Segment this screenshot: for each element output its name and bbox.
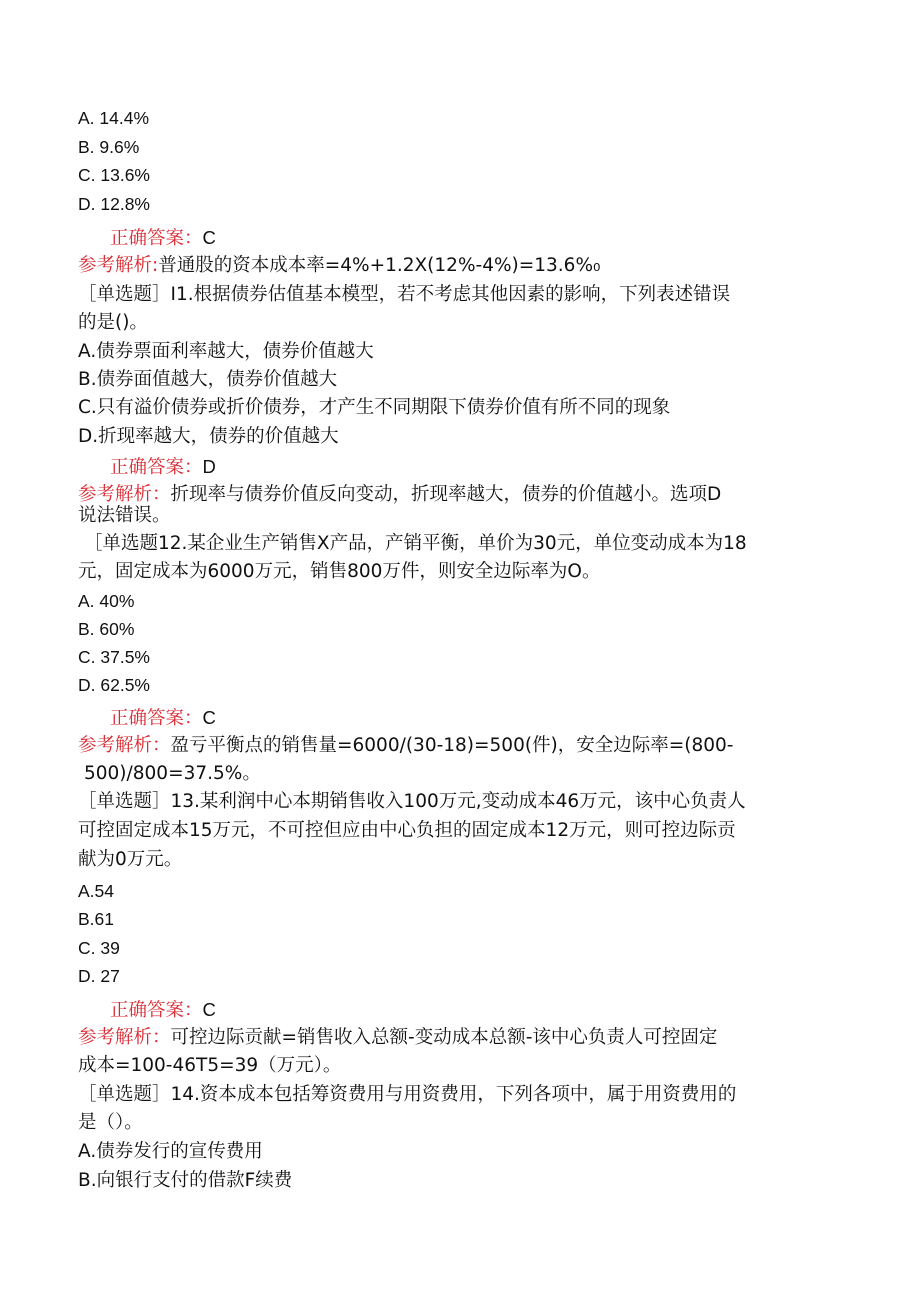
option-b: B. 60% [78, 619, 135, 639]
option-a: A. 14.4% [78, 108, 150, 128]
option-d: D.折现率越大，债券的价值越大 [78, 426, 339, 447]
answer-value: C [202, 227, 216, 248]
explanation-label: 参考解析： [78, 1027, 171, 1048]
question-stem: ［单选题12.某企业生产销售X产品，产销平衡，单价为30元，单位变动成本为18 [84, 533, 747, 554]
option-c: C.只有溢价债券或折价债券，才产生不同期限下债券价值有所不同的现象 [78, 397, 671, 418]
option-b: B.61 [78, 909, 114, 929]
answer-value: D [202, 456, 216, 477]
explanation-text: 可控边际贡献=销售收入总额-变动成本总额-该中心负责人可控固定 [170, 1027, 718, 1048]
explanation-text: 盈亏平衡点的销售量=6000/(30-18)=500(件)，安全边际率=(800- [170, 735, 734, 756]
answer-line [110, 455, 216, 479]
explanation-text: 普通股的资本成本率=4%+1.2X(12%-4%)=13.6%₀ [158, 255, 601, 276]
answer-label: 正确答案： [110, 708, 203, 729]
answer-value: C [202, 707, 216, 728]
answer-line [110, 226, 216, 250]
explanation-label: 参考解析： [78, 484, 171, 505]
explanation-text: 说法错误。 [78, 505, 171, 526]
question-stem: 元，固定成本为6000万元，销售800万件，则安全边际率为O。 [78, 561, 601, 582]
question-stem: ［单选题］14.资本成本包括筹资费用与用资费用，下列各项中，属于用资费用的 [78, 1084, 737, 1105]
answer-label: 正确答案： [110, 228, 203, 249]
option-b: B.向银行支付的借款F续费 [78, 1170, 293, 1191]
answer-line [110, 706, 216, 730]
explanation-label: 参考解析: [78, 255, 159, 276]
option-a: A. 40% [78, 591, 135, 611]
option-d: D. 62.5% [78, 675, 150, 695]
explanation-line [78, 734, 733, 758]
option-b: B.债券面值越大，债券价值越大 [78, 369, 338, 390]
option-c: C. 39 [78, 938, 120, 958]
explanation-line [78, 254, 600, 278]
question-stem: ［单选题］13.某利润中心本期销售收入100万元,变动成本46万元，该中心负责人 [78, 791, 746, 812]
option-a: A.54 [78, 881, 114, 901]
answer-label: 正确答案： [110, 457, 203, 478]
option-d: D. 27 [78, 966, 120, 986]
explanation-label: 参考解析： [78, 735, 171, 756]
answer-value: C [202, 999, 216, 1020]
question-stem: 可控固定成本15万元，不可控但应由中心负担的固定成本12万元，则可控边际贡 [78, 820, 736, 841]
explanation-text: 500)/800=37.5%。 [84, 763, 261, 784]
answer-line [110, 998, 216, 1022]
explanation-line [78, 483, 721, 507]
explanation-text: 折现率与债券价值反向变动，折现率越大，债券的价值越小。选项D [170, 484, 722, 505]
explanation-line [78, 1026, 717, 1050]
question-stem: 是（）。 [78, 1112, 143, 1133]
option-c: C. 13.6% [78, 165, 150, 185]
option-b: B. 9.6% [78, 137, 140, 157]
option-a: A.债券发行的宣传费用 [78, 1141, 263, 1162]
explanation-text: 成本=100-46T5=39（万元）。 [78, 1055, 342, 1076]
question-stem: ［单选题］I1.根据债券估值基本模型，若不考虑其他因素的影响，下列表述错误 [78, 284, 731, 305]
question-stem: 的是()。 [78, 312, 148, 333]
question-stem: 献为0万元。 [78, 849, 183, 870]
option-c: C. 37.5% [78, 647, 150, 667]
answer-label: 正确答案： [110, 1000, 203, 1021]
option-a: A.债券票面利率越大，债券价值越大 [78, 341, 374, 362]
option-d: D. 12.8% [78, 194, 150, 214]
